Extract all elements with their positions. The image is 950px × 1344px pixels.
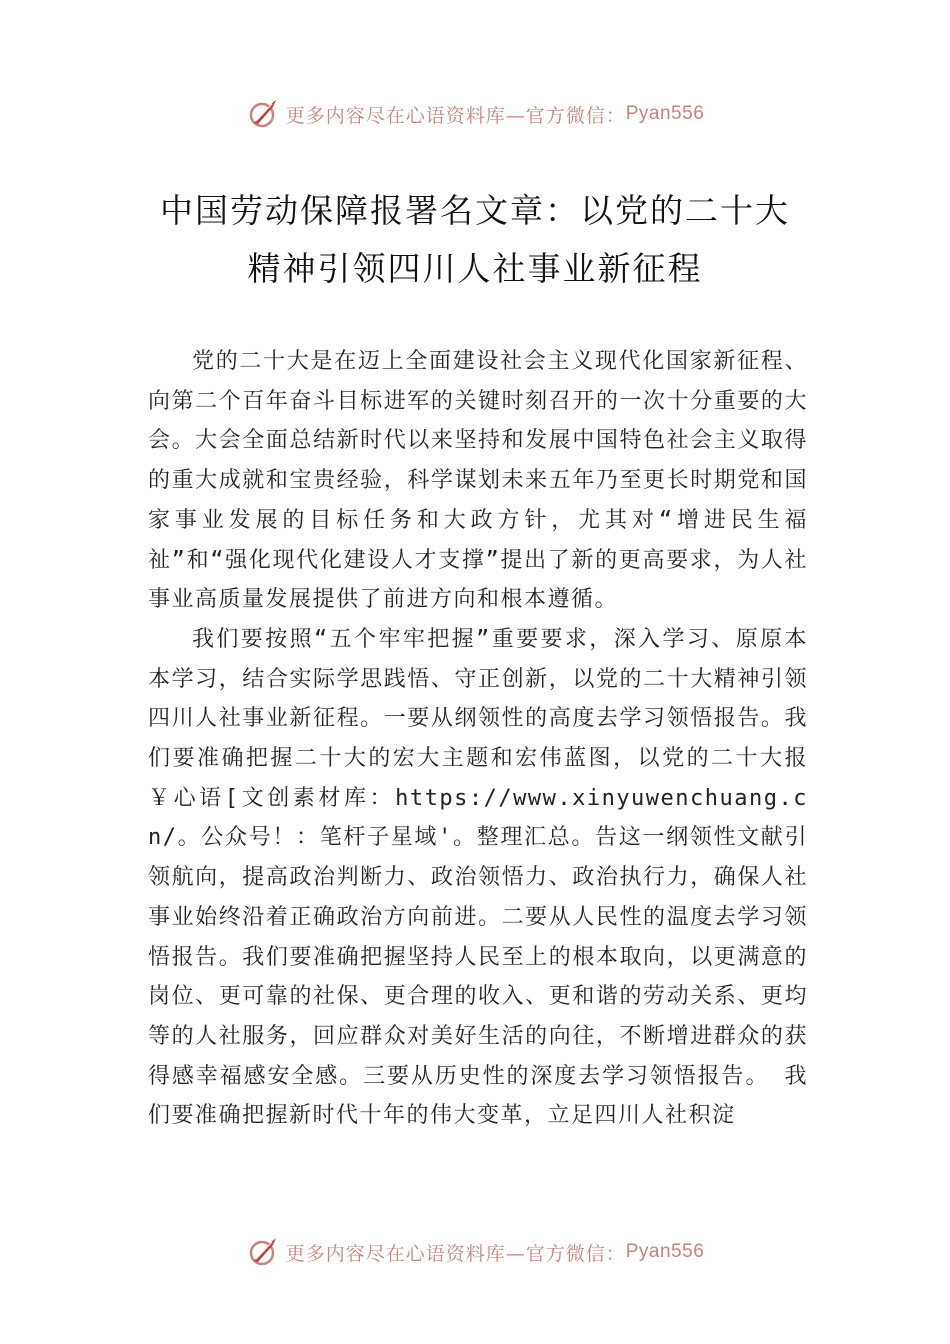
article-title — [100, 182, 850, 298]
header-watermark — [0, 94, 950, 134]
watermark-text: 更多内容尽在心语资料库—官方微信： — [285, 1242, 626, 1265]
watermark-text: 更多内容尽在心语资料库—官方微信： — [285, 104, 626, 127]
article-body — [148, 342, 808, 1136]
article-title-line-2: 精神引领四川人社事业新征程 — [247, 249, 703, 288]
quill-pen-logo-icon — [246, 97, 280, 131]
quill-pen-logo-icon — [246, 1235, 280, 1269]
footer-watermark — [0, 1232, 950, 1272]
wechat-id: Pyan556 — [625, 103, 705, 124]
paragraph-2: 我们要按照“五个牢牢把握”重要要求，深入学习、原原本本学习，结合实际学思践悟、守正创新，以党的二十大精神引领四川人社事业新征程。一要从纲领性的高度去学习领悟报告。我们要准确把握二十大的宏大主题和宏伟蓝图，以党的二十大报￥心语[文创素材库：https://www.xinyuwenchuang.cn/。公众号！：笔杆子星域'。整理汇总。告这一纲领性文献引领航向，提高政治判断力、政治领悟力、政治执行力，确保人社事业始终沿着正确政治方向前进。二要从人民性的温度去学习领悟报告。我们要准确把握坚持人民至上的根本取向，以更满意的岗位、更可靠的社保、更合理的收入、更和谐的劳动关系、更均等的人社服务，回应群众对美好生活的向往，不断增进群众的获得感幸福感安全感。三要从历史性的深度去学习领悟报告。 我们要准确把握新时代十年的伟大变革，立足四川人社积淀 — [148, 626, 808, 1129]
paragraph-1: 党的二十大是在迈上全面建设社会主义现代化国家新征程、向第二个百年奋斗目标进军的关键时刻召开的一次十分重要的大会。大会全面总结新时代以来坚持和发展中国特色社会主义取得的重大成就和宝贵经验，科学谋划未来五年乃至更长时期党和国家事业发展的目标任务和大政方针，尤其对“增进民生福祉”和“强化现代化建设人才支撑”提出了新的更高要求，为人社事业高质量发展提供了前进方向和根本遵循。 — [148, 349, 808, 613]
wechat-id: Pyan556 — [625, 1241, 705, 1262]
article-title-line-1: 中国劳动保障报署名文章：以党的二十大 — [160, 191, 790, 230]
